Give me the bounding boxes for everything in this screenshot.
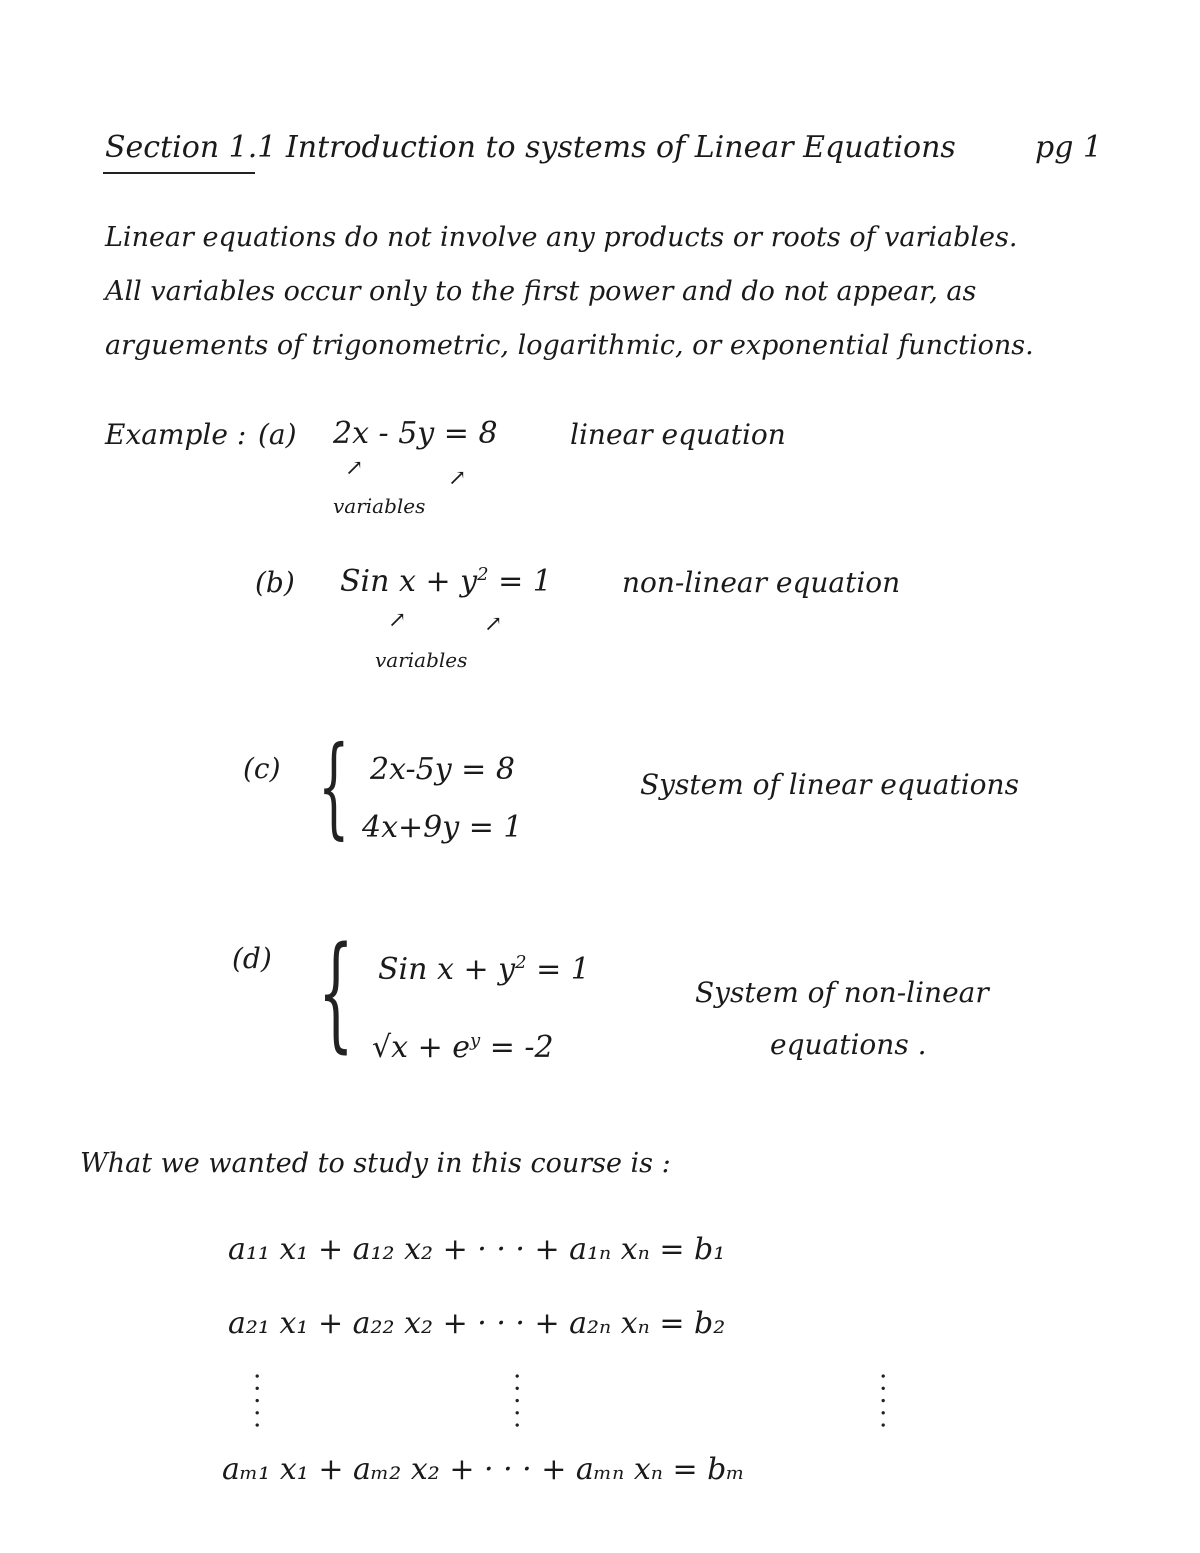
intro-line-1: Linear equations do not involve any products or roots of variables. [105,222,1018,253]
brace-icon: { [318,722,350,850]
example-b-annotation: variables [375,648,468,672]
arrow-icon: ↗ [388,608,407,633]
arrow-icon: ↗ [484,612,503,637]
example-a-annotation: variables [333,494,426,518]
example-d-eq1: Sin $x + y^2 = 1$ [378,952,590,987]
vertical-ellipsis-icon: ····· [501,1372,531,1434]
intro-line-3: arguements of trigonometric, logarithmic, or exponential functions. [105,330,1034,361]
system-row-1: a₁₁ x₁ + a₁₂ x₂ + · · · + a₁ₙ xₙ = b₁ [228,1232,726,1267]
example-c-eq2: 4x+9y = 1 [362,810,523,845]
arrow-icon: ↗ [345,456,364,481]
vertical-ellipsis-icon: ····· [867,1372,897,1434]
page-number: pg 1 [1035,130,1103,165]
example-c-label: (c) [243,752,281,785]
section-title: Section 1.1 Introduction to systems of Linear Equations [105,130,956,165]
example-c-description: System of linear equations [640,768,1019,801]
arrow-icon: ↗ [448,466,467,491]
example-a-description: linear equation [570,418,786,451]
example-d-label: (d) [232,942,272,975]
example-d-description-line-1: System of non-linear [695,976,989,1009]
example-d-description-line-2: equations . [770,1028,927,1061]
intro-line-2: All variables occur only to the first power and do not appear, as [105,276,977,307]
example-a-label: (a) [258,418,297,451]
brace-icon: { [318,920,354,1065]
example-c-eq1: 2x-5y = 8 [370,752,515,787]
study-intro: What we wanted to study in this course is : [80,1148,671,1179]
section-underline [103,172,255,174]
system-row-last: aₘ₁ x₁ + aₘ₂ x₂ + · · · + aₘₙ xₙ = bₘ [222,1452,745,1487]
example-heading: Example : [105,418,247,451]
example-b-description: non-linear equation [622,566,901,599]
example-b-label: (b) [255,566,295,599]
example-d-eq2: $√x + e^y = -2$ [372,1030,554,1065]
example-a-equation: 2x - 5y = 8 [333,416,498,451]
example-b-equation: Sin $x + y^2 = 1$ [340,564,552,599]
vertical-ellipsis-icon: ····· [241,1372,271,1434]
system-row-2: a₂₁ x₁ + a₂₂ x₂ + · · · + a₂ₙ xₙ = b₂ [228,1306,726,1341]
